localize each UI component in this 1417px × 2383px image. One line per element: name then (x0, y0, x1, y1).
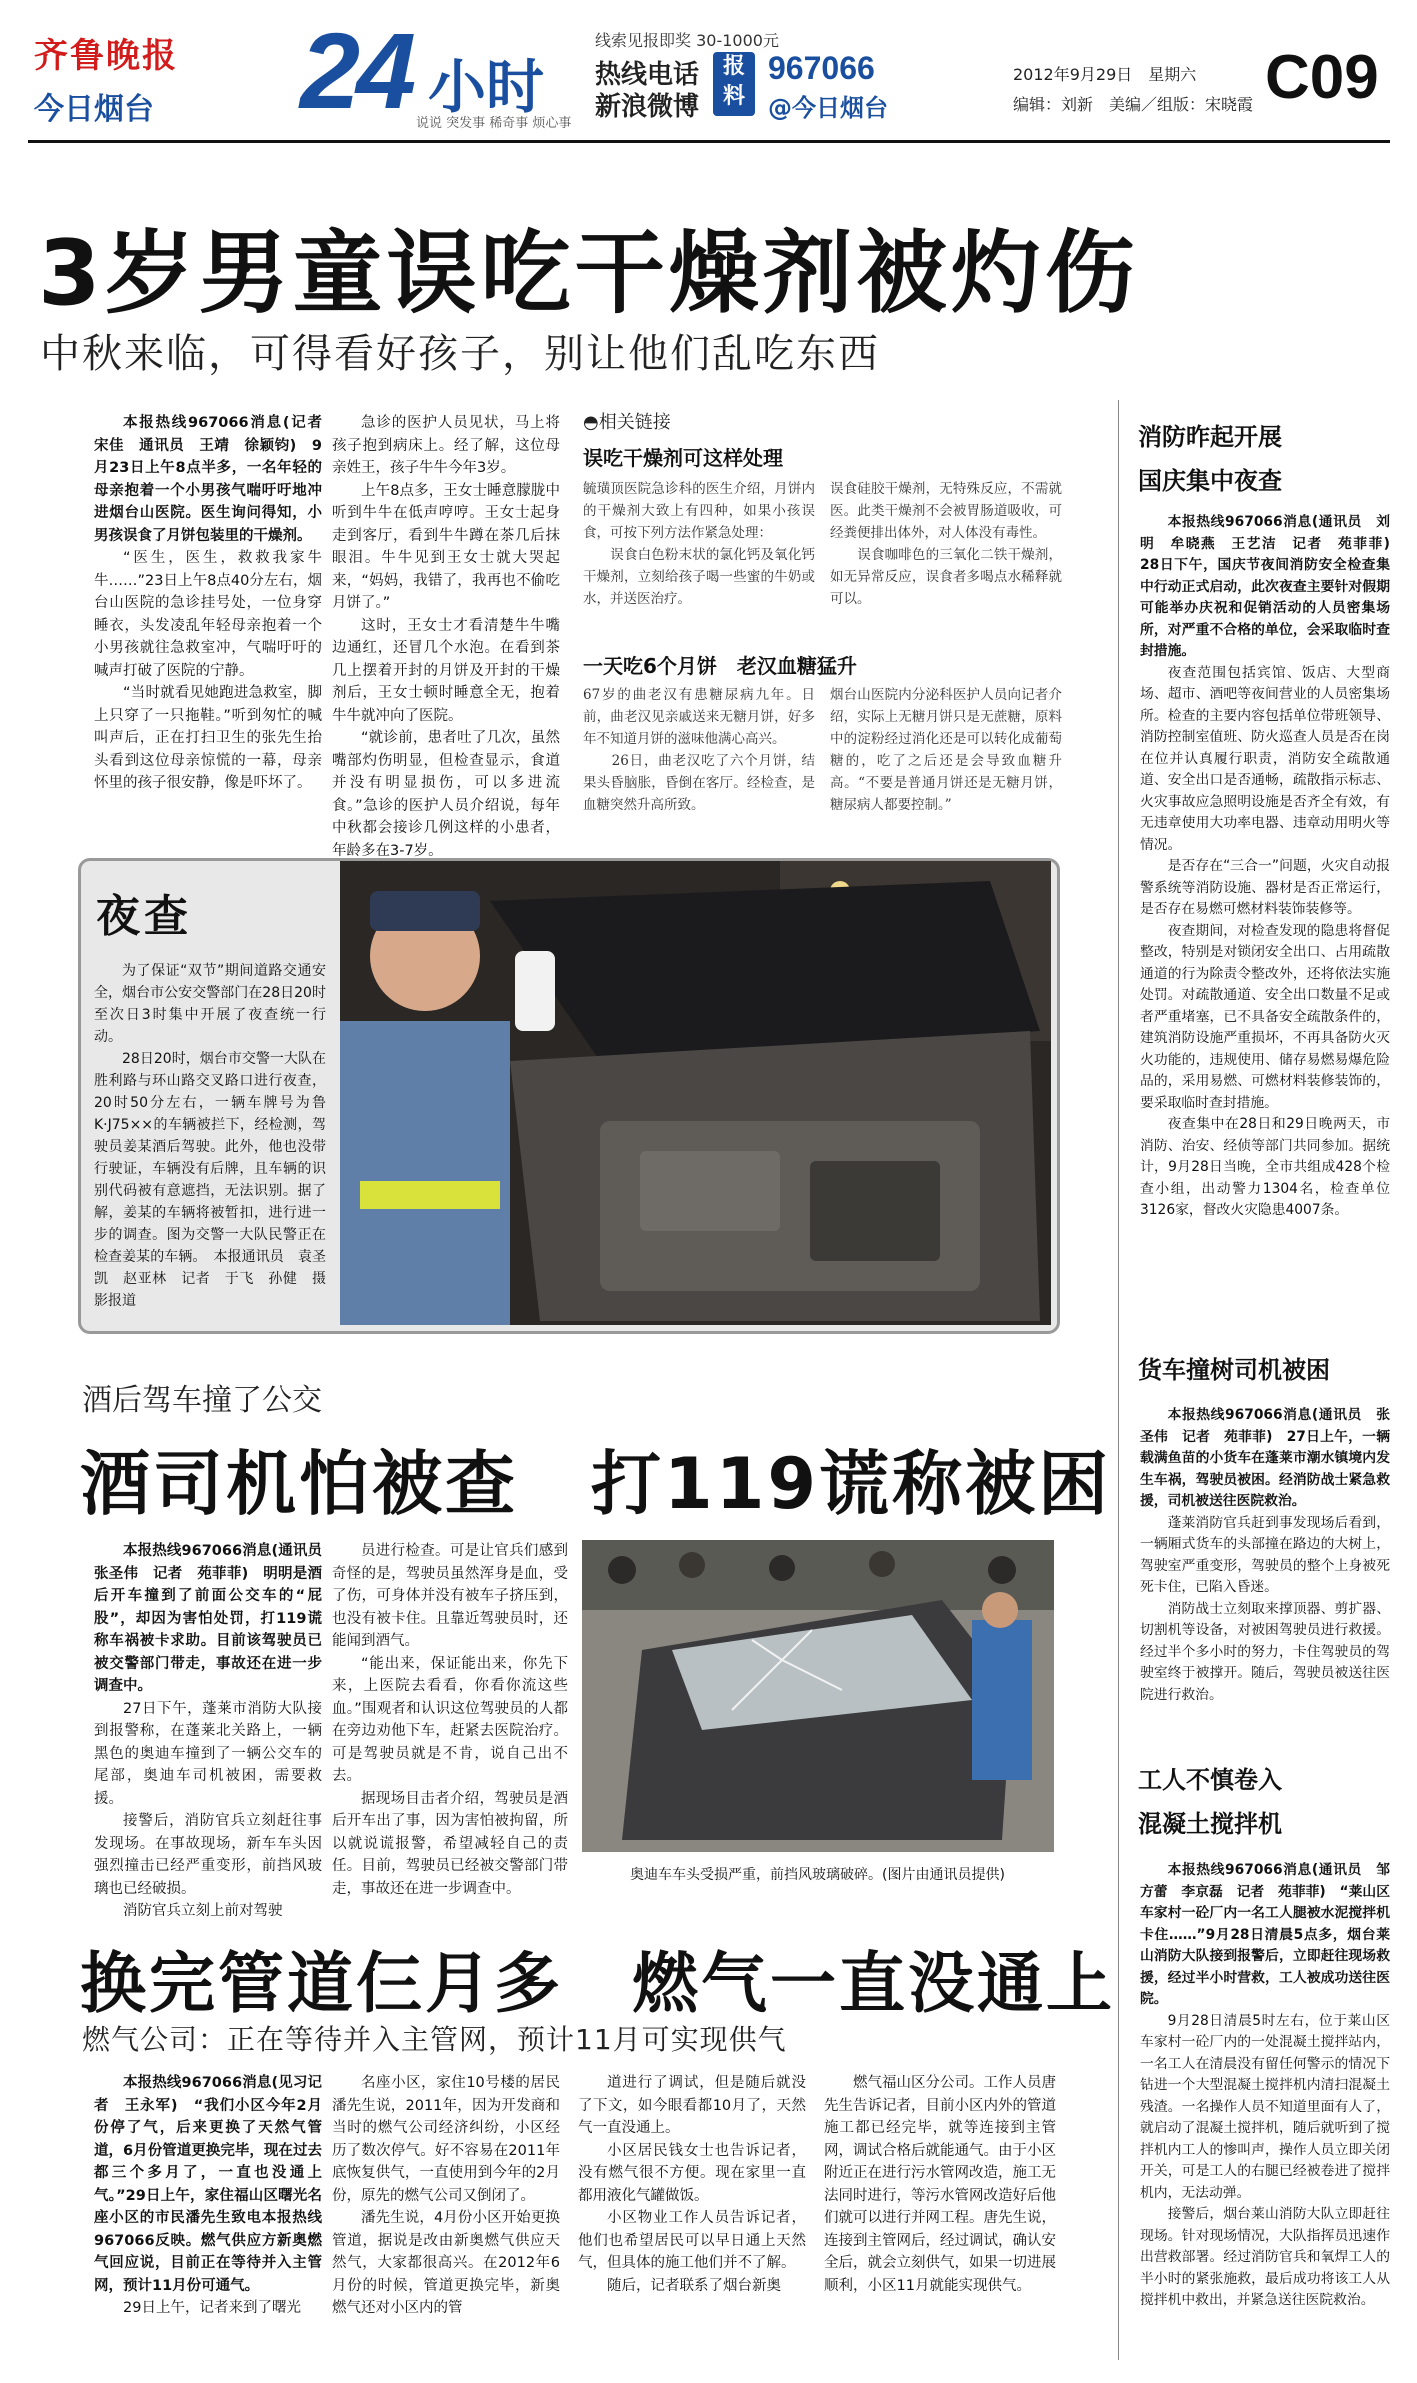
sidebar-paragraph: 夜查范围包括宾馆、饭店、大型商场、超市、酒吧等夜间营业的人员密集场所。检查的主要内容包括单位带班领导、消防控制室值班、防火巡查人员是否在岗在位并认真履行职责，消防安全疏散通道、安全出口是否通畅，疏散指示标志、火灾事故应急照明设施是否齐全有效，有无违章使用大功率电器、违章动用明火等情况。 (1140, 664, 1390, 853)
story3-column-1 (94, 2072, 322, 2372)
night-check-title: 夜查 (96, 891, 192, 942)
sidebar-story3-title-line: 工人不慎卷入 (1138, 1766, 1282, 1794)
story1-column-2 (332, 412, 560, 859)
sidebar-story3-body (1140, 1860, 1390, 2360)
story3-paragraph: 小区居民钱女士也告诉记者，没有燃气很不方便。现在家里一直都用液化气罐做饭。 (578, 2142, 806, 2204)
crash-photo-caption: 奥迪车车头受损严重，前挡风玻璃破碎。(图片由通讯员提供) (630, 1867, 1005, 1883)
story3-paragraph: 29日上午，记者来到了曙光 (123, 2300, 301, 2316)
hotline-reward: 线索见报即奖 30-1000元 (595, 31, 779, 50)
sidebar-paragraph: 蓬莱消防官兵赶到事发现场后看到，一辆厢式货车的头部撞在路边的大树上，驾驶室严重变形，驾驶员的整个上身被死死卡住，已陷入昏迷。 (1140, 1514, 1390, 1595)
weibo-label: 新浪微博 (595, 92, 700, 122)
story1-paragraph: 上午8点多，王女士睡意朦胧中听到牛牛在低声哼哼。王女士起身走到客厅，看到牛牛蹲在茶几后抹眼泪。牛牛见到王女士就大哭起来，“妈妈，我错了，我再也不偷吃月饼了。” (332, 482, 560, 611)
story3-headline: 换完管道仨月多 燃气一直没通上 (80, 1945, 1115, 2022)
story3-paragraph: 道进行了调试，但是随后就没了下文，如今眼看都10月了，天然气一直没通上。 (578, 2075, 806, 2136)
sidebar-paragraph: 本报热线967066消息(通讯员 张圣伟 记者 苑菲菲) 27日上午，一辆载满鱼苗的小货车在蓬莱市潮水镇境内发生车祸，驾驶员被困。经消防战士紧急救援，司机被送往医院救治。 (1140, 1407, 1390, 1509)
story2-paragraph: 接警后，消防官兵立刻赶往事发现场。在事故现场，新车车头因强烈撞击已经严重变形，前挡风玻璃也已经破损。 (94, 1813, 322, 1897)
story2-column-1 (94, 1540, 337, 1919)
sidebar-story2-title: 货车撞树司机被困 (1138, 1356, 1330, 1384)
related-text-a: 毓璜顶医院急诊科的医生介绍，月饼内的干燥剂大致上有四种，如果小孩误食，可按下列方法作紧急处理： 误食白色粉末状的氯化钙及氧化钙干燥剂，立刻给孩子喝一些蜜的牛奶或水，并送医治疗。 (583, 481, 815, 607)
sidebar-paragraph: 消防战士立刻取来撑顶器、剪扩器、切割机等设备，对被困驾驶员进行救援。经过半个多小时的努力，卡住驾驶员的驾驶室终于被撑开。随后，驾驶员被送往医院进行救治。 (1140, 1600, 1390, 1703)
related-title-2: 一天吃6个月饼 老汉血糖猛升 (583, 654, 857, 678)
story2-paragraph: 员进行检查。可是让官兵们感到奇怪的是，驾驶员虽然浑身是血，受了伤，可身体并没有被车子挤压到，也没有被卡住。且靠近驾驶员时，还能闻到酒气。 (332, 1543, 568, 1649)
sidebar-paragraph: 9月28日清晨5时左右，位于莱山区车家村一砼厂内的一处混凝土搅拌站内，一名工人在清晨没有留任何警示的情况下钻进一个大型混凝土搅拌机内清扫混凝土残渣。一名操作人员不知道里面有人了，就启动了混凝土搅拌机，随后就听到了搅拌机内工人的惨叫声，操作人员立即关闭开关，可是工人的右腿已经被卷进了搅拌机内，无法动弹。 (1140, 2012, 1390, 2201)
story3-column-3 (578, 2072, 806, 2372)
story2-column-2 (332, 1540, 568, 1900)
editor-credits: 编辑：刘新 美编／组版：宋晓霞 (1013, 95, 1254, 114)
story1-paragraph: 这时，王女士才看清楚牛牛嘴边通红，还冒几个水泡。在看到茶几上摆着开封的月饼及开封的干燥剂后，王女士顿时睡意全无，抱着牛牛就冲向了医院。 (332, 617, 560, 724)
sidebar-divider (1118, 400, 1119, 2360)
masthead-rule (28, 140, 1390, 143)
sidebar-story1-title-line: 消防昨起开展 (1138, 423, 1282, 451)
related-text-d: 烟台山医院内分泌科医护人员向记者介绍，实际上无糖月饼只是无蔗糖，原料中的淀粉经过消化还是可以转化成葡萄糖的，吃了之后还是会导致血糖升高。“不要是普通月饼还是无糖月饼，糖尿病人都要控制。” (830, 687, 1062, 813)
story3-paragraph: 小区物业工作人员告诉记者，他们也希望居民可以早日通上天然气，但具体的施工他们并不了解。 (578, 2210, 806, 2271)
night-check-paragraph: 为了保证“双节”期间道路交通安全，烟台市公安交警部门在28日20时至次日3时集中开展了夜查统一行动。 (94, 963, 326, 1045)
story3-subhead: 燃气公司：正在等待并入主管网，预计11月可实现供气 (82, 2023, 787, 2056)
related-tag-text: 相关链接 (598, 412, 671, 433)
story3-paragraph: 本报热线967066消息(见习记者 王永军) “我们小区今年2月份停了气，后来更换了天然气管道，6月份管道更换完毕，现在过去都三个多月了，一直也没通上气。”29日上午，家住福山区曙光名座小区的市民潘先生致电本报热线967066反映。燃气供应方新奥燃气回应说，目前正在等待并入主管网，预计11月份可通气。 (94, 2075, 322, 2294)
story2-headline: 酒司机怕被查 打119谎称被困 (80, 1443, 1112, 1525)
story2-paragraph: 本报热线967066消息(通讯员 张圣伟 记者 苑菲菲) 明明是酒后开车撞到了前面公交车的“屁股”，却因为害怕处罚，打119谎称车祸被卡求助。目前该驾驶员已被交警部门带走，事故还在进一步调查中。 (94, 1543, 337, 1694)
story2-paragraph: 27日下午，蓬莱市消防大队接到报警称，在蓬莱北关路上，一辆黑色的奥迪车撞到了一辆公交车的尾部，奥迪车司机被困，需要救援。 (94, 1700, 322, 1807)
newspaper-brand: 齐鲁晚报 (34, 36, 178, 76)
related-text-c: 67岁的曲老汉有患糖尿病九年。日前，曲老汉见亲戚送来无糖月饼，好多年不知道月饼的滋味他满心高兴。 26日，曲老汉吃了六个月饼，结果头昏脑胀，昏倒在客厅。经检查，是血糖突然升高所致。 (583, 687, 815, 813)
baoliao-badge: 报料 (713, 52, 755, 116)
page-number: C09 (1265, 43, 1379, 112)
story1-headline: 3岁男童误吃干燥剂被灼伤 (38, 221, 1139, 326)
story2-paragraph: 据现场目击者介绍，驾驶员是酒后开车出了事，因为害怕被拘留，所以就说谎报警，希望减轻自己的责任。目前，驾驶员已经被交警部门带走，事故还在进一步调查中。 (332, 1790, 568, 1897)
section-title: 小时 (428, 53, 545, 121)
section-number: 24 (300, 10, 413, 131)
hotline-label: 热线电话 (595, 60, 700, 90)
story3-paragraph: 潘先生说，4月份小区开始更换管道，据说是改由新奥燃气供应天然气，大家都很高兴。在2012年6月份的时候，管道更换完毕，新奥燃气还对小区内的管 (332, 2210, 560, 2316)
story1-paragraph: 本报热线967066消息(记者 宋佳 通讯员 王靖 徐颖钧) 9月23日上午8点半多，一名年轻的母亲抱着一个小男孩气喘吁吁地冲进烟台山医院。医生询问得知，小男孩误食了月饼包装里的干燥剂。 (94, 415, 337, 544)
sidebar-story1-body (1140, 512, 1404, 1302)
crash-photo (582, 1540, 1054, 1852)
weibo-account: @今日烟台 (768, 94, 888, 122)
edition-name: 今日烟台 (34, 92, 154, 127)
sidebar-paragraph: 夜查期间，对检查发现的隐患将督促整改，特别是对锁闭安全出口、占用疏散通道的行为除责令整改外，还将依法实施处罚。对疏散通道、安全出口数量不足或者严重堵塞，已不具备安全疏散条件的，建筑消防设施严重损坏，不再具备防火灭火功能的，违规使用、储存易燃易爆危险品的，采用易燃、可燃材料装修装饰的，要采取临时查封措施。 (1140, 922, 1390, 1111)
story1-paragraph: “当时就看见她跑进急救室，脚上只穿了一只拖鞋。”听到匆忙的喊叫声后，正在打扫卫生的张先生抬头看到这位母亲惊慌的一幕，母亲怀里的孩子很安静，像是吓坏了。 (94, 685, 322, 791)
sidebar-paragraph: 接警后，烟台莱山消防大队立即赶往现场。针对现场情况，大队指挥员迅速作出营救部署。经过消防官兵和氧焊工人的半小时的紧张施救，最后成功将该工人从搅拌机中救出，并紧急送往医院救治。 (1140, 2206, 1390, 2308)
related-text-b: 误食硅胶干燥剂，无特殊反应，不需就医。此类干燥剂不会被胃肠道吸收，可经粪便排出体外，对人体没有毒性。 误食咖啡色的三氧化二铁干燥剂，如无异常反应，误食者多喝点水稀释就可以。 (830, 481, 1062, 607)
sidebar-paragraph: 是否存在“三合一”问题，火灾自动报警系统等消防设施、器材是否正常运行，是否存在易燃可燃材料装饰装修等。 (1140, 858, 1390, 917)
sidebar-story2-body (1140, 1405, 1390, 1745)
story2-kicker: 酒后驾车撞了公交 (82, 1383, 322, 1418)
story3-paragraph: 随后，记者联系了烟台新奥 (607, 2277, 781, 2294)
story1-paragraph: “医生，医生，救救我家牛牛……”23日上午8点40分左右，烟台山医院的急诊挂号处，一位身穿睡衣，头发凌乱年轻母亲抱着一个小男孩就往急救室冲，气喘吁吁的喊声打破了医院的宁静。 (94, 550, 322, 679)
issue-date: 2012年9月29日 星期六 (1013, 65, 1197, 84)
related-links-tag (583, 408, 671, 434)
related-title-1: 误吃干燥剂可这样处理 (583, 446, 783, 470)
story1-paragraph: “就诊前，患者吐了几次，虽然嘴部灼伤明显，但检查显示，食道并没有明显损伤，可以多进流食。”急诊的医护人员介绍说，每年中秋都会接诊几例这样的小患者，年龄多在3-7岁。 (332, 730, 560, 859)
story3-column-2 (332, 2072, 560, 2372)
bullet-icon: ◓ (583, 412, 599, 433)
sidebar-story1-title-line: 国庆集中夜查 (1138, 467, 1282, 495)
story3-paragraph: 燃气福山区分公司。工作人员唐先生告诉记者，目前小区内外的管道施工都已经完毕，就等连接到主管网，调试合格后就能通气。由于小区附近正在进行污水管网改造，施工无法同时进行，等污水管网改造好后他们就可以进行并网工程。唐先生说，连接到主管网后，经过调试，确认安全后，就会立刻供气，如果一切进展顺利，小区11月就能实现供气。 (824, 2075, 1056, 2294)
story3-paragraph: 名座小区，家住10号楼的居民潘先生说，2011年，因为开发商和当时的燃气公司经济纠纷，小区经历了数次停气。好不容易在2011年底恢复供气，一直使用到今年的2月份，原先的燃气公司又倒闭了。 (332, 2075, 560, 2204)
story1-paragraph: 急诊的医护人员见状，马上将孩子抱到病床上。经了解，这位母亲姓王，孩子牛牛今年3岁。 (332, 415, 560, 476)
sidebar-story3-title (1138, 1758, 1282, 1846)
night-check-paragraph: 28日20时，烟台市交警一大队在胜利路与环山路交叉路口进行夜查，20时50分左右，一辆车牌号为鲁K·J75××的车辆被拦下，经检测，驾驶员姜某酒后驾驶。此外，他也没带行驶证，车辆没有后牌，且车辆的识别代码被有意遮挡，无法识别。据了解，姜某的车辆将被暂扣，进行进一步的调查。图为交警一大队民警正在检查姜某的车辆。 本报通讯员 袁圣凯 赵亚林 记者 于飞 孙健 摄影报道 (94, 1051, 326, 1309)
sidebar-paragraph: 本报热线967066消息(通讯员 邹方蕾 李京磊 记者 苑菲菲) “莱山区车家村一砼厂内一名工人腿被水泥搅拌机卡住……”9月28日清晨5点多，烟台莱山消防大队接到报警后，立即赶往现场救援，经过半小时营救，工人被成功送往医院。 (1140, 1862, 1390, 2007)
story2-paragraph: “能出来，保证能出来，你先下来，上医院去看看，你看你流这些血。”围观者和认识这位驾驶员的人都在旁边劝他下车，赶紧去医院治疗。可是驾驶员就是不肯，说自己出不去。 (332, 1655, 568, 1784)
section-logo (300, 10, 585, 131)
sidebar-paragraph: 夜查集中在28日和29日晚两天，市消防、治安、经侦等部门共同参加。据统计，9月28日当晚，全市共组成428个检查小组，出动警力1304名，检查单位3126家，督改火灾隐患4007条。 (1140, 1116, 1390, 1218)
story1-subhead: 中秋来临，可得看好孩子，别让他们乱吃东西 (40, 331, 880, 377)
sidebar-story1-title (1138, 415, 1282, 503)
night-check-photo (340, 861, 1051, 1325)
sidebar-paragraph: 本报热线967066消息(通讯员 刘明 牟晓燕 王艺洁 记者 苑菲菲) 28日下午，国庆节夜间消防安全检查集中行动正式启动，此次夜查主要针对假期可能举办庆祝和促销活动的人员密集场所，对严重不合格的单位，会采取临时查封措施。 (1140, 514, 1404, 659)
section-tagline: 说说 突发事 稀奇事 烦心事 (416, 116, 572, 131)
hotline-number: 967066 (768, 50, 875, 86)
story1-column-1 (94, 412, 337, 832)
night-check-text (94, 960, 326, 1310)
story3-column-4 (824, 2072, 1056, 2372)
story2-paragraph: 消防官兵立刻上前对驾驶 (123, 1903, 283, 1919)
night-check-photo-illustration (340, 861, 1051, 1325)
crash-photo-illustration (582, 1540, 1054, 1852)
sidebar-story3-title-line: 混凝土搅拌机 (1138, 1810, 1282, 1838)
